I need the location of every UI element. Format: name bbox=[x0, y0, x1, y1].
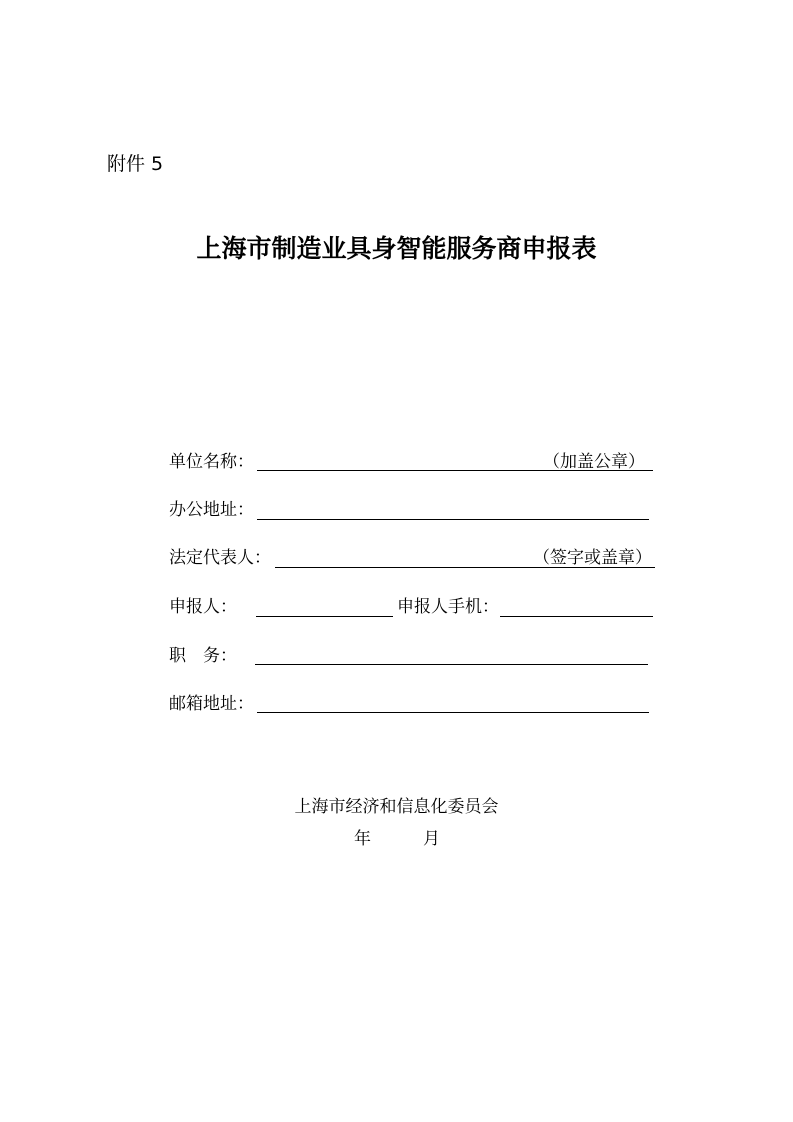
email-field[interactable] bbox=[257, 712, 649, 713]
year-label: 年 bbox=[354, 829, 371, 849]
applicant-phone-label: 申报人手机： bbox=[397, 597, 499, 617]
email-label: 邮箱地址： bbox=[169, 694, 254, 714]
unit-name-label: 单位名称： bbox=[169, 452, 254, 472]
attachment-label: 附件 5 bbox=[107, 153, 164, 175]
unit-name-seal-note: （加盖公章） bbox=[543, 452, 645, 472]
legal-rep-label: 法定代表人： bbox=[169, 548, 271, 568]
position-field[interactable] bbox=[255, 664, 648, 665]
legal-rep-sign-note: （签字或盖章） bbox=[533, 548, 652, 568]
applicant-field[interactable] bbox=[256, 616, 393, 617]
page-title: 上海市制造业具身智能服务商申报表 bbox=[196, 234, 597, 263]
office-address-field[interactable] bbox=[257, 519, 649, 520]
month-label: 月 bbox=[423, 829, 440, 849]
issuer-name: 上海市经济和信息化委员会 bbox=[294, 797, 499, 817]
applicant-label: 申报人： bbox=[169, 597, 237, 617]
position-label: 职 务： bbox=[169, 646, 237, 666]
office-address-label: 办公地址： bbox=[169, 500, 254, 520]
applicant-phone-field[interactable] bbox=[500, 616, 653, 617]
